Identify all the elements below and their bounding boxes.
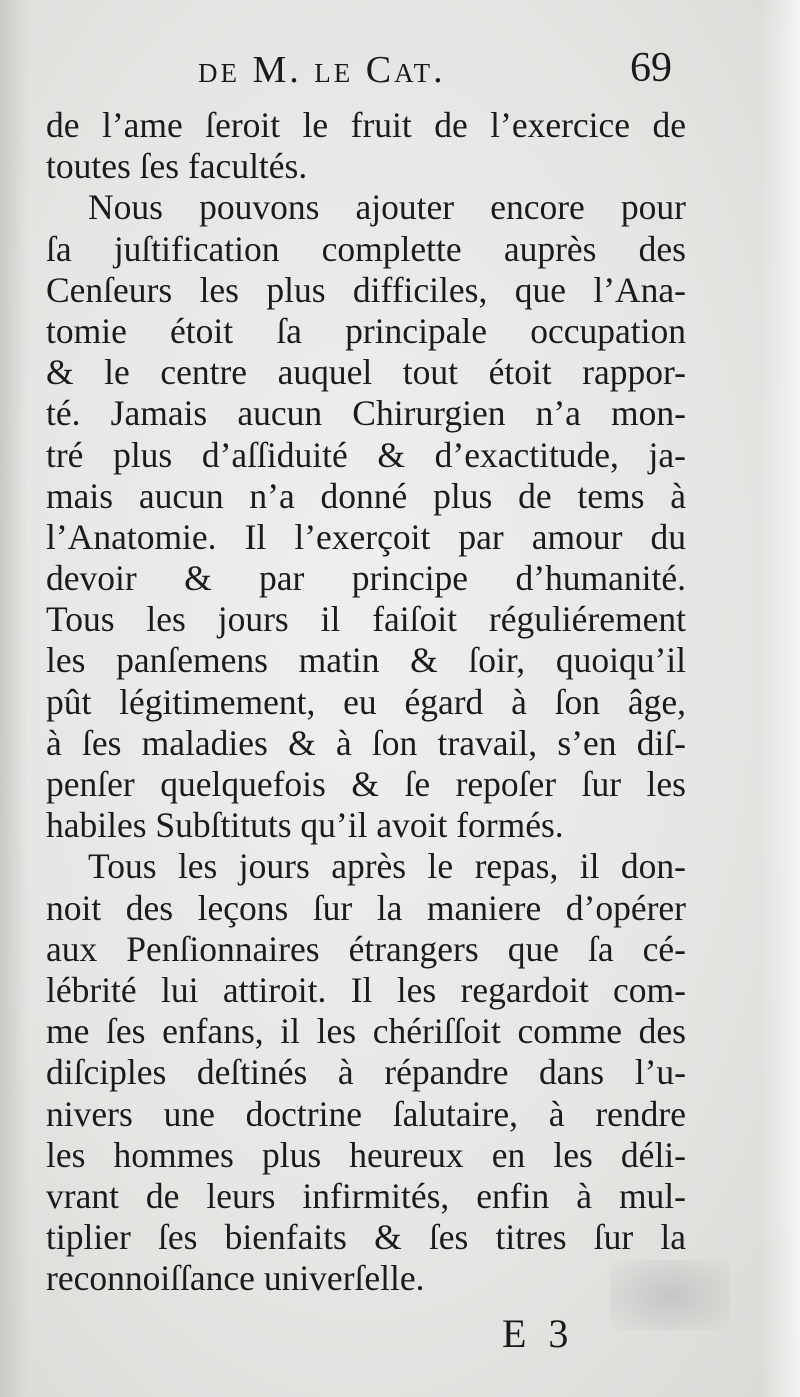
text-line: de l’ame ſeroit le fruit de l’exercice de (46, 105, 686, 145)
text-line: aux Penſionnaires étrangers que ſa cé- (46, 928, 686, 969)
text-line: les hommes plus heureux en les déli- (46, 1134, 686, 1175)
text-line: devoir & par principe d’humanité. (46, 558, 686, 599)
text-line: noit des leçons ſur la maniere d’opérer (46, 887, 686, 928)
signature-mark: E 3 (502, 1311, 575, 1356)
body-text (46, 105, 686, 1299)
text-line: mais aucun n’a donné plus de tems à (46, 475, 686, 516)
text-line: tomie étoit ſa principale occupation (46, 310, 686, 351)
paragraph (46, 187, 686, 846)
text-line: reconnoiſſance univerſelle. (46, 1258, 425, 1299)
text-line: nivers une doctrine ſalutaire, à rendre (46, 1093, 686, 1134)
text-line: & le centre auquel tout étoit rappor- (46, 352, 686, 393)
text-line: pût légitimement, eu égard à ſon âge, (46, 681, 686, 722)
page-header (0, 38, 800, 98)
page-edge (760, 0, 800, 1397)
text-line: penſer quelquefois & ſe repoſer ſur les (46, 764, 686, 804)
text-line: Nous pouvons ajouter encore pour (88, 187, 686, 228)
page-number: 69 (630, 45, 672, 91)
text-line: Tous les jours après le repas, il don- (88, 846, 686, 887)
text-line: vrant de leurs infirmités, enfin à mul- (46, 1175, 686, 1216)
text-line: ſa juſtification complette auprès des (46, 228, 686, 269)
text-line: me ſes enfans, il les chériſſoit comme des (46, 1011, 686, 1052)
paragraph (46, 846, 686, 1299)
paragraph (46, 105, 686, 187)
text-line: té. Jamais aucun Chirurgien n’a mon- (46, 393, 686, 434)
text-line: tiplier ſes bienfaits & ſes titres ſur la (46, 1217, 686, 1258)
text-line: tré plus d’aſſiduité & d’exactitude, ja- (46, 434, 686, 475)
gutter-shadow (0, 0, 28, 1397)
running-head: de M. le Cat. (198, 49, 446, 91)
text-line: les panſemens matin & ſoir, quoiqu’il (46, 640, 686, 681)
text-line: à ſes maladies & à ſon travail, s’en diſ- (46, 722, 686, 763)
text-line: diſciples deſtinés à répandre dans l’u- (46, 1052, 686, 1093)
text-line: toutes ſes facultés. (46, 146, 308, 187)
text-line: l’Anatomie. Il l’exerçoit par amour du (46, 516, 686, 557)
text-line: lébrité lui attiroit. Il les regardoit com- (46, 969, 686, 1010)
text-line: Tous les jours il faiſoit réguliérement (46, 599, 686, 640)
text-line: habiles Subſtituts qu’il avoit formés. (46, 805, 564, 846)
text-line: Cenſeurs les plus difficiles, que l’Ana- (46, 269, 686, 310)
